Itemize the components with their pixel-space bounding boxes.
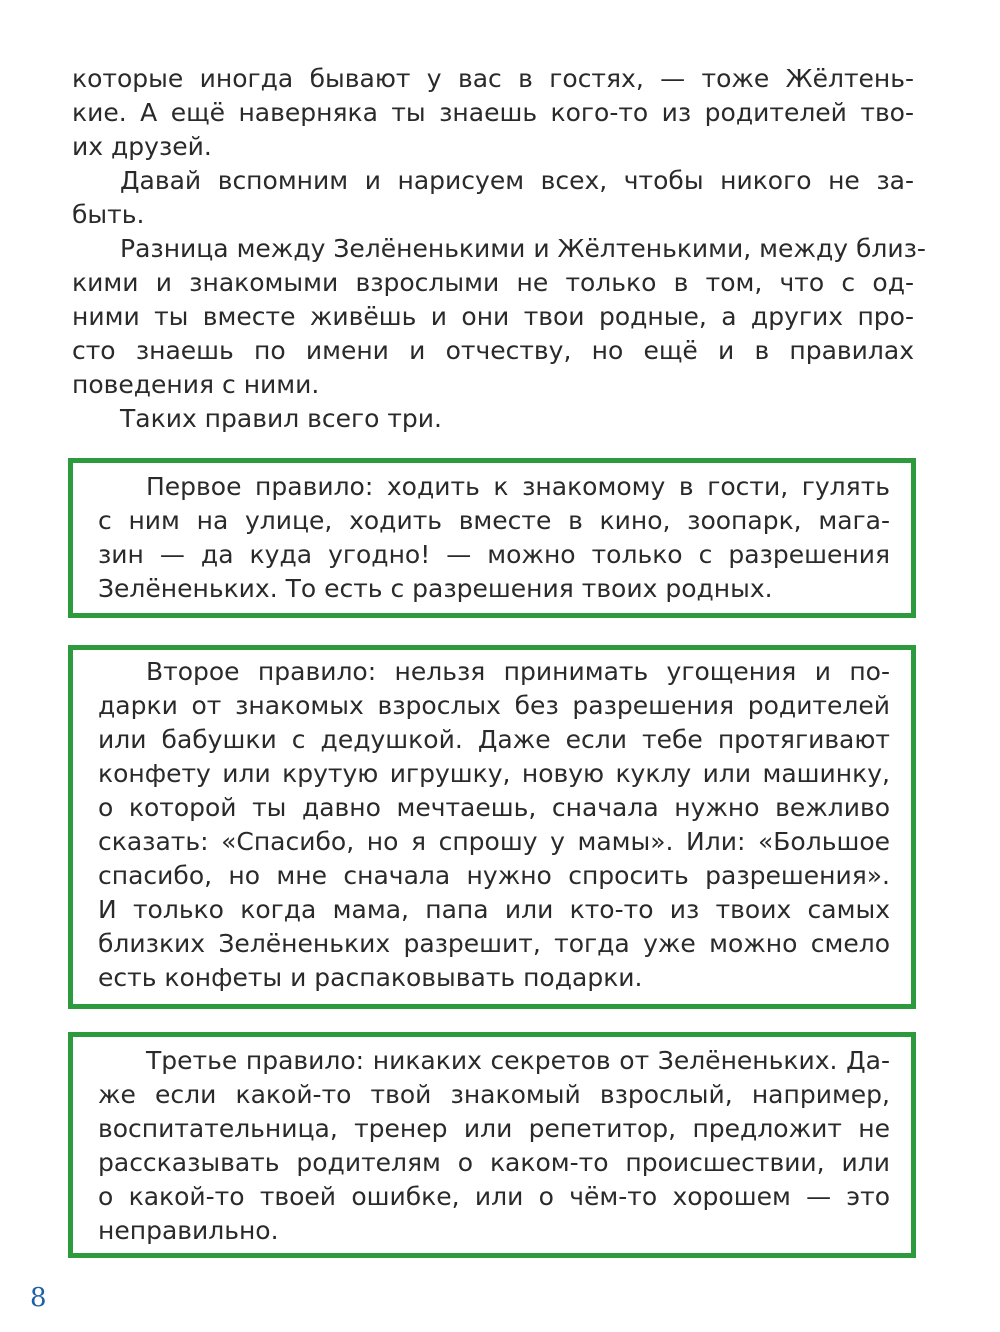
rule-1-line: Первое правило: ходить к знакомому в гости, гулять (146, 472, 890, 501)
page-number: 8 (30, 1283, 47, 1313)
rule-2-line: дарки от знакомых взрослых без разрешения родителей (98, 691, 890, 720)
rule-3-line: Третье правило: никаких секретов от Зелёненьких. Да- (146, 1046, 890, 1075)
rule-2-line: есть конфеты и распаковывать подарки. (98, 963, 643, 992)
intro-line: ними ты вместе живёшь и они твои родные, а других про- (72, 302, 914, 331)
intro-line: их друзей. (72, 132, 212, 161)
rule-2-line: о которой ты давно мечтаешь, сначала нужно вежливо (98, 793, 890, 822)
rule-2-line: конфету или крутую игрушку, новую куклу или машинку, (98, 759, 890, 788)
rule-1-line: зин — да куда угодно! — можно только с разрешения (98, 540, 890, 569)
intro-line: кие. А ещё наверняка ты знаешь кого-то из родителей тво- (72, 98, 914, 127)
rule-2-line: или бабушки с дедушкой. Даже если тебе протягивают (98, 725, 890, 754)
rule-3-line: же если какой-то твой знакомый взрослый, например, (98, 1080, 890, 1109)
rule-2-line: Второе правило: нельзя принимать угощения и по- (146, 657, 890, 686)
intro-line: Разница между Зелёненькими и Жёлтенькими, между близ- (120, 234, 926, 263)
rule-2-line: сказать: «Спасибо, но я спрошу у мамы». Или: «Большое (98, 827, 890, 856)
intro-line: Давай вспомним и нарисуем всех, чтобы никого не за- (120, 166, 914, 195)
intro-line: сто знаешь по имени и отчеству, но ещё и в правилах (72, 336, 914, 365)
rule-2-line: спасибо, но мне сначала нужно спросить разрешения». (98, 861, 890, 890)
intro-line: поведения с ними. (72, 370, 320, 399)
rule-1-line: Зелёненьких. То есть с разрешения твоих родных. (98, 574, 773, 603)
rule-3-line: рассказывать родителям о каком-то происшествии, или (98, 1148, 890, 1177)
rule-3-line: неправильно. (98, 1216, 279, 1245)
intro-line: быть. (72, 200, 145, 229)
rule-1-line: с ним на улице, ходить вместе в кино, зоопарк, мага- (98, 506, 890, 535)
intro-line: Таких правил всего три. (120, 404, 442, 433)
intro-line: которые иногда бывают у вас в гостях, — тоже Жёлтень- (72, 64, 914, 93)
intro-line: кими и знакомыми взрослыми не только в том, что с од- (72, 268, 914, 297)
rule-3-line: воспитательница, тренер или репетитор, предложит не (98, 1114, 890, 1143)
rule-2-line: близких Зелёненьких разрешит, тогда уже можно смело (98, 929, 890, 958)
rule-2-line: И только когда мама, папа или кто-то из твоих самых (98, 895, 890, 924)
rule-3-line: о какой-то твоей ошибке, или о чём-то хорошем — это (98, 1182, 890, 1211)
